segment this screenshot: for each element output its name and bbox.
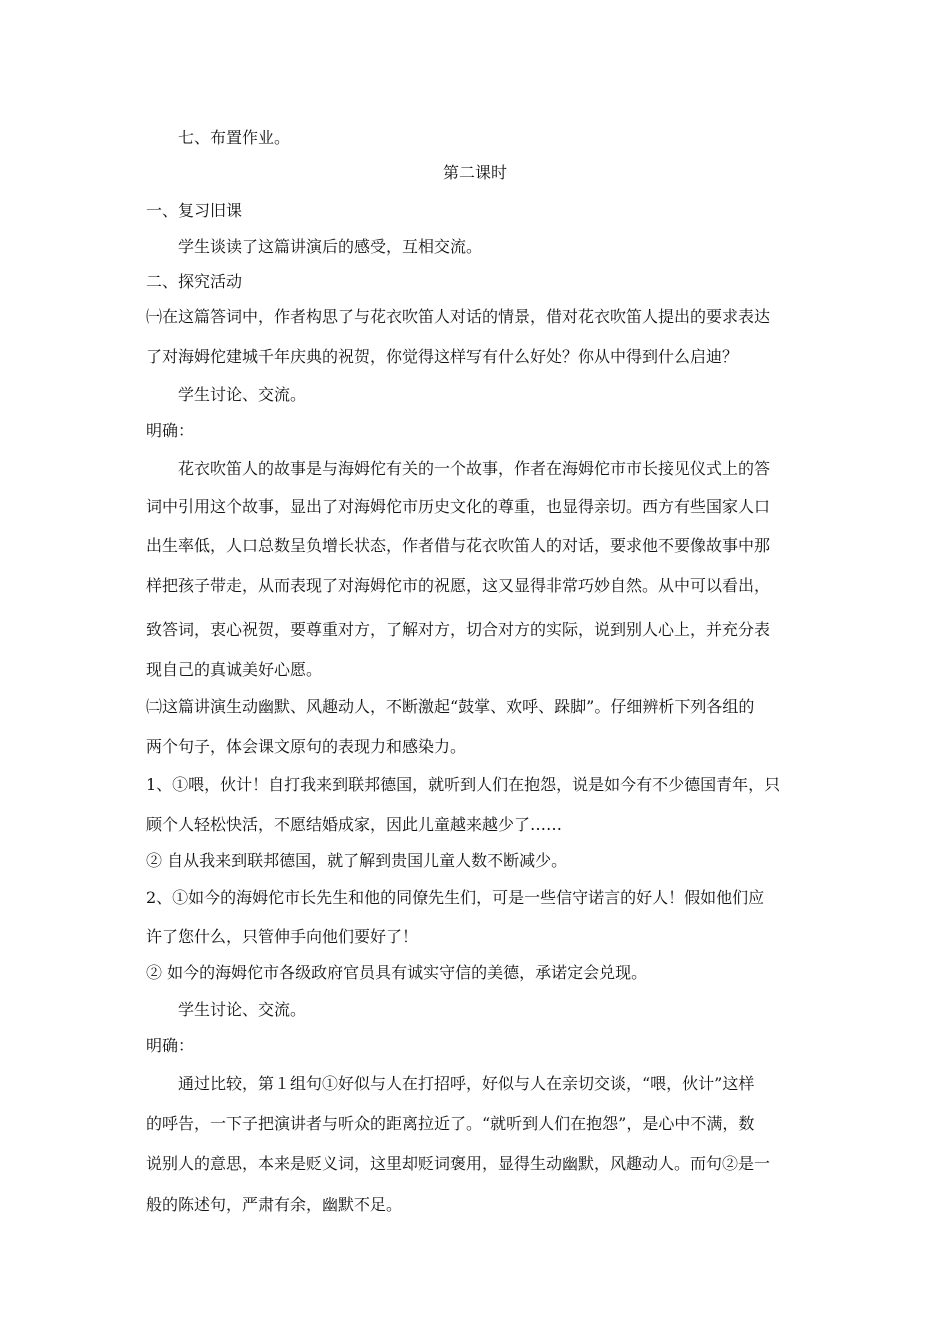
- homework-heading: 七、布置作业。: [178, 128, 291, 147]
- paragraph-line: 学生讨论、交流。: [178, 385, 307, 404]
- answer-paragraph-line: 词中引用这个故事，显出了对海姆佗市历史文化的尊重，也显得亲切。西方有些国家人口: [146, 497, 771, 516]
- answer-paragraph-line: 般的陈述句，严肃有余，幽默不足。: [146, 1195, 403, 1214]
- paragraph-line: 学生谈读了这篇讲演后的感受，互相交流。: [178, 237, 483, 256]
- example-sentence-line: ② 如今的海姆佗市各级政府官员具有诚实守信的美德，承诺定会兑现。: [146, 963, 648, 982]
- clarify-label: 明确：: [146, 421, 195, 440]
- section-heading-review: 一、复习旧课: [146, 201, 243, 220]
- clarify-label: 明确：: [146, 1036, 195, 1055]
- example-sentence-line: 1、①喂，伙计！自打我来到联邦德国，就听到人们在抱怨，说是如今有不少德国青年，只: [146, 775, 781, 794]
- question-two-line: 两个句子，体会课文原句的表现力和感染力。: [146, 737, 467, 756]
- answer-paragraph-line: 出生率低，人口总数呈负增长状态，作者借与花衣吹笛人的对话，要求他不要像故事中那: [146, 536, 771, 555]
- answer-paragraph-line: 花衣吹笛人的故事是与海姆佗有关的一个故事，作者在海姆佗市市长接见仪式上的答: [178, 459, 771, 478]
- question-one-line: 了对海姆佗建城千年庆典的祝贺，你觉得这样写有什么好处？你从中得到什么启迪？: [146, 347, 739, 366]
- question-two-line: ㈡这篇讲演生动幽默、风趣动人，不断激起“鼓掌、欢呼、跺脚”。仔细辨析下列各组的: [146, 697, 755, 716]
- answer-paragraph-line: 的呼告，一下子把演讲者与听众的距离拉近了。“就听到人们在抱怨”，是心中不满，数: [146, 1114, 755, 1133]
- example-sentence-line: ② 自从我来到联邦德国，就了解到贵国儿童人数不断减少。: [146, 851, 568, 870]
- answer-paragraph-line: 现自己的真诚美好心愿。: [146, 660, 323, 679]
- question-one-line: ㈠在这篇答词中，作者构思了与花衣吹笛人对话的情景，借对花衣吹笛人提出的要求表达: [146, 307, 771, 326]
- paragraph-line: 学生讨论、交流。: [178, 1000, 307, 1019]
- answer-paragraph-line: 致答词，衷心祝贺，要尊重对方，了解对方，切合对方的实际，说到别人心上，并充分表: [146, 620, 771, 639]
- section-heading-explore: 二、探究活动: [146, 272, 243, 291]
- answer-paragraph-line: 通过比较，第１组句①好似与人在打招呼，好似与人在亲切交谈，“喂，伙计”这样: [178, 1074, 755, 1093]
- example-sentence-line: 许了您什么，只管伸手向他们要好了！: [146, 927, 419, 946]
- answer-paragraph-line: 说别人的意思，本来是贬义词，这里却贬词褒用，显得生动幽默，风趣动人。而句②是一: [146, 1154, 771, 1173]
- example-sentence-line: 顾个人轻松快活，不愿结婚成家，因此儿童越来越少了……: [146, 815, 563, 834]
- answer-paragraph-line: 样把孩子带走，从而表现了对海姆佗市的祝愿，这又显得非常巧妙自然。从中可以看出，: [146, 576, 771, 595]
- lesson-title: 第二课时: [442, 163, 507, 182]
- example-sentence-line: 2、①如今的海姆佗市长先生和他的同僚先生们，可是一些信守诺言的好人！假如他们应: [146, 888, 765, 907]
